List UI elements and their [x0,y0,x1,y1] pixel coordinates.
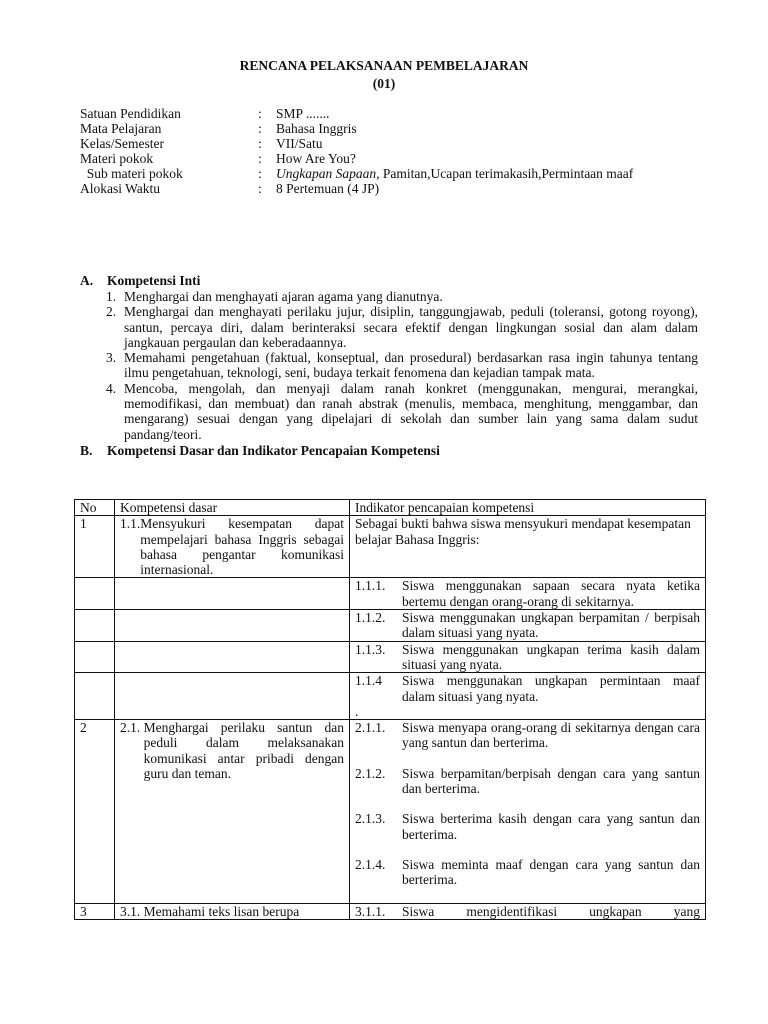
kd-number: 3.1. [120,903,141,919]
list-text: Menghargai dan menghayati ajaran agama yang dianutnya. [124,289,443,304]
info-colon: : [258,106,262,121]
indicator-number: 2.1.1. [355,720,386,736]
info-row-alokasi [80,181,720,196]
list-text: Memahami pengetahuan (faktual, konseptual, dan prosedural) berdasarkan rasa ingin tahunya tentang ilmu pengetahuan, teknologi, seni, budaya terkait fenomena dan kejadian tampak mata. [124,350,698,381]
empty-cell [115,610,350,642]
header-indikator: Indikator pencapaian kompetensi [350,500,706,516]
identity-block [80,106,720,196]
indicator-text: Siswa menggunakan ungkapan terima kasih dalam situasi yang nyata. [402,641,700,672]
info-row-satuan [80,106,720,121]
indicator-cell [350,641,706,673]
table-row [75,903,706,919]
info-label: Kelas/Semester [80,136,164,151]
kd-cell [115,720,350,903]
section-letter: B. [80,443,93,458]
list-text: Menghargai dan menghayati perilaku jujur, disiplin, tanggungjawab, peduli (toleransi, gotong royong), santun, percaya diri, dalam berinteraksi secara efektif dengan lingkungan sosial dan alam dalam jangkauan pergaulan dan keberadaannya. [124,304,698,350]
indicator-intro: Sebagai bukti bahwa siswa mensyukuri mendapat kesempatan belajar Bahasa Inggris: [350,516,706,578]
empty-cell [75,673,115,720]
info-value: How Are You? [276,151,356,166]
info-row-submateri [80,166,720,181]
info-label: Alokasi Waktu [80,181,161,196]
document-title: RENCANA PELAKSANAAN PEMBELAJARAN [239,58,529,73]
indicator-cell [350,903,706,919]
info-row-materi [80,151,720,166]
indicator-number: 1.1.3. [355,641,386,657]
section-title: Kompetensi Inti [107,273,201,288]
list-item [106,289,698,304]
competency-table [74,499,706,920]
table-row [75,720,706,903]
section-letter: A. [80,273,94,288]
table-header-row [75,500,706,516]
indicator-text: Siswa berterima kasih dengan cara yang santun dan berterima. [402,811,700,842]
empty-cell [115,578,350,610]
indicator-text: Siswa mengidentifikasi ungkapan yang [402,903,700,919]
table-row [75,516,706,578]
kd-text: Memahami teks lisan berupa [143,903,300,919]
info-label-text: Sub materi pokok [83,166,183,181]
list-text: Mencoba, mengolah, dan menyaji dalam ranah konkret (menggunakan, mengurai, merangkai, memodifikasi, dan membuat) dan ranah abstrak (menulis, membaca, menghitung, menggambar, dan mengarang) sesuai dengan yang dipelajari di sekolah dan sumber lain yang sama dalam sudut pandang/teori. [124,380,698,442]
kd-number: 2.1. [120,720,141,736]
list-number: 4. [106,380,117,396]
kompetensi-inti-list [106,289,698,442]
indicator-text: Siswa meminta maaf dengan cara yang santun dan berterima. [402,856,700,888]
header-kd: Kompetensi dasar [115,500,350,516]
list-item [106,304,698,350]
info-row-mapel [80,121,720,136]
indicator-text: Siswa menyapa orang-orang di sekitarnya dengan cara yang santun dan berterima. [402,720,700,751]
info-label [80,166,258,181]
list-item [106,381,698,442]
table-row [75,578,706,610]
empty-cell [75,578,115,610]
section-a-heading [80,273,200,289]
info-row-kelas [80,136,720,151]
indicator-number: 1.1.4 [355,673,382,689]
info-colon: : [258,121,262,136]
empty-cell [75,641,115,673]
info-value: VII/Satu [276,136,323,151]
indicator-number: 1.1.2. [355,610,386,626]
list-number: 3. [106,350,117,366]
list-number: 2. [106,304,117,320]
info-label: Materi pokok [80,151,154,166]
kd-cell [115,903,350,919]
list-number: 1. [106,289,117,304]
kd-number: 1.1. [120,516,141,532]
indicator-cell [350,720,706,903]
indicator-cell [350,673,706,720]
empty-cell [75,610,115,642]
table-row [75,673,706,720]
indicator-number: 1.1.1. [355,578,386,594]
row-number: 2 [75,720,115,903]
kd-text: Menghargai perilaku santun dan peduli dalam melaksanakan komunikasi antar pribadi dengan guru dan teman. [143,720,344,782]
indicator-text: Siswa menggunakan ungkapan permintaan maaf dalam situasi yang nyata. [402,673,700,704]
row-number: 1 [75,516,115,578]
document-number: (01) [372,76,396,91]
indicator-number: 2.1.4. [355,856,386,872]
indicator-cell [350,578,706,610]
indicator-cell [350,610,706,642]
info-colon: : [258,181,262,196]
kd-text: Mensyukuri kesempatan dapat mempelajari bahasa Inggris sebagai bahasa pengantar komunikasi internasional. [140,516,344,578]
indicator-number: 2.1.3. [355,811,386,827]
info-colon: : [258,166,262,181]
info-colon: : [258,151,262,166]
indicator-text: Siswa menggunakan sapaan secara nyata ketika bertemu dengan orang-orang di sekitarnya. [402,578,700,609]
table-row [75,641,706,673]
empty-cell [115,641,350,673]
empty-cell [115,673,350,720]
section-title: Kompetensi Dasar dan Indikator Pencapaian Kompetensi [107,443,440,458]
info-value: 8 Pertemuan (4 JP) [276,181,380,196]
header-no: No [75,500,115,516]
info-value: Bahasa Inggris [276,121,357,136]
indicator-text: Siswa menggunakan ungkapan berpamitan / berpisah dalam situasi yang nyata. [402,610,700,641]
info-label: Mata Pelajaran [80,121,162,136]
indicator-text: Siswa berpamitan/berpisah dengan cara yang santun dan berterima. [402,765,700,797]
list-item [106,350,698,381]
info-colon: : [258,136,262,151]
table-row [75,610,706,642]
kd-cell [115,516,350,578]
info-value: SMP ....... [276,106,330,121]
trailing-dot: . [355,703,359,719]
indicator-number: 2.1.2. [355,765,386,781]
indicator-number: 3.1.1. [355,903,386,919]
info-value [276,166,633,181]
section-b-heading [80,443,440,459]
info-label: Satuan Pendidikan [80,106,181,121]
info-value-rest: Pamitan,Ucapan terimakasih,Permintaan maaf [379,166,634,181]
info-value-italic: Ungkapan Sapaan, [276,166,380,181]
row-number: 3 [75,903,115,919]
